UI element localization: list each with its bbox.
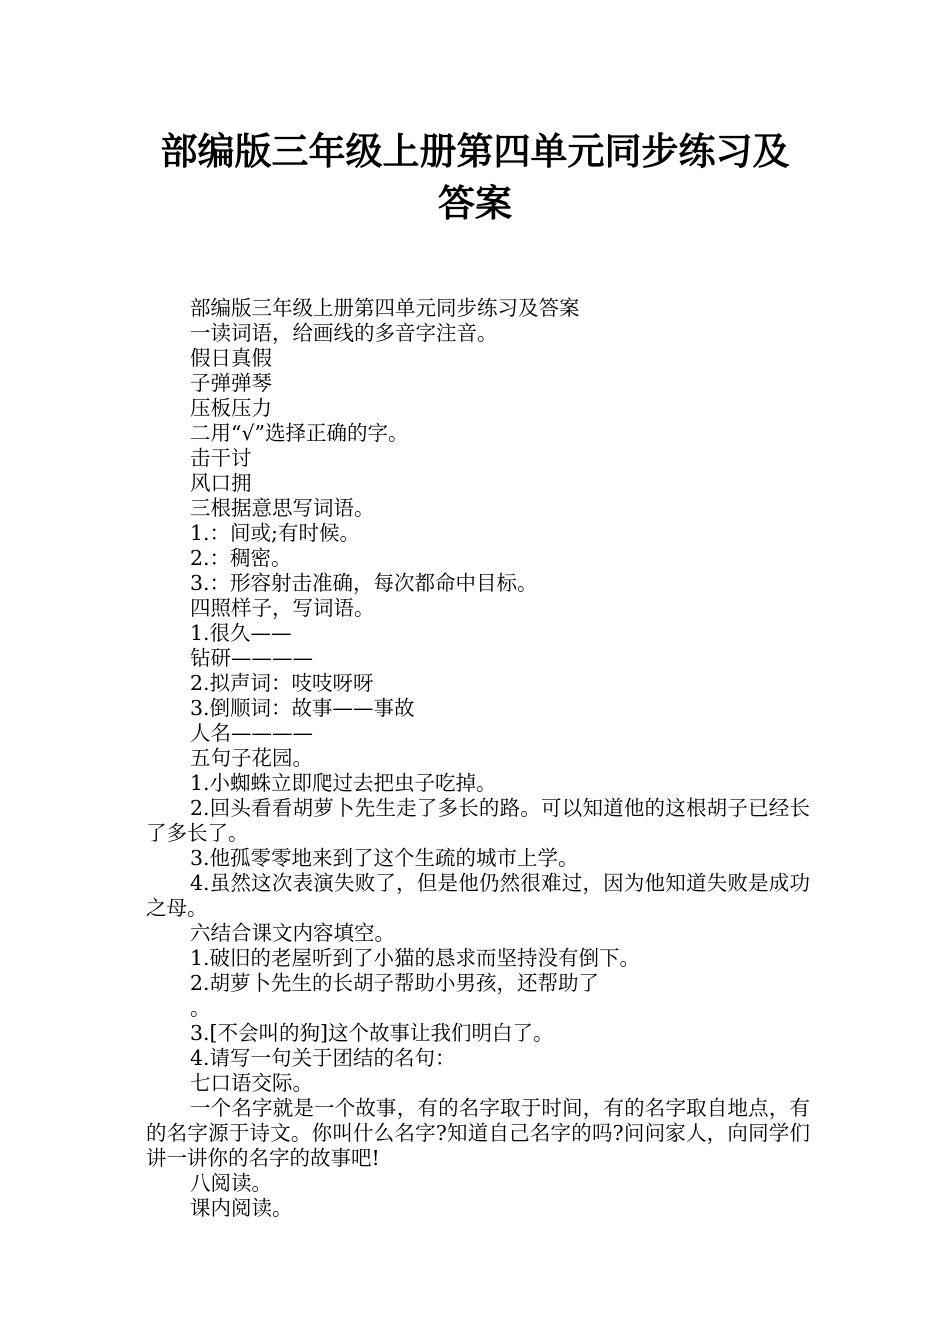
- paragraph: 击干讨: [190, 446, 252, 470]
- paragraph: 一读词语，给画线的多音字注音。: [190, 321, 498, 345]
- paragraph: 五句子花园。: [190, 746, 313, 770]
- paragraph: 3.[不会叫的狗]这个故事让我们明白了。: [190, 1021, 554, 1045]
- paragraph: 课内阅读。: [190, 1196, 293, 1220]
- paragraph: 。: [190, 996, 211, 1020]
- paragraph: 二用“√”选择正确的字。: [190, 421, 409, 445]
- paragraph: 四照样子，写词语。: [190, 596, 375, 620]
- paragraph: 1.小蜘蛛立即爬过去把虫子吃掉。: [190, 771, 497, 795]
- paragraph: 2.回头看看胡萝卜先生走了多长的路。可以知道他的这根胡子已经长了多长了。: [146, 796, 810, 845]
- paragraph: 3.他孤零零地来到了这个生疏的城市上学。: [190, 846, 579, 870]
- paragraph: 2.：稠密。: [190, 546, 292, 570]
- document-title: [100, 126, 850, 230]
- paragraph: 3.：形容射击准确，每次都命中目标。: [190, 571, 538, 595]
- paragraph: 人名————: [190, 721, 313, 745]
- paragraph: 三根据意思写词语。: [190, 496, 375, 520]
- paragraph: 4.虽然这次表演失败了，但是他仍然很难过，因为他知道失败是成功之母。: [146, 871, 810, 920]
- paragraph: 风口拥: [190, 471, 252, 495]
- paragraph: 1.很久——: [190, 621, 292, 645]
- paragraph: 八阅读。: [190, 1171, 272, 1195]
- paragraph: 七口语交际。: [190, 1071, 313, 1095]
- paragraph: 子弹弹琴: [190, 371, 272, 395]
- paragraph: 4.请写一句关于团结的名句：: [190, 1046, 456, 1070]
- paragraph: 钻研————: [190, 646, 313, 670]
- paragraph: 部编版三年级上册第四单元同步练习及答案: [190, 296, 580, 320]
- paragraph: 3.倒顺词：故事——事故: [190, 696, 415, 720]
- paragraph: 1.：间或;有时候。: [190, 521, 360, 545]
- paragraph: 六结合课文内容填空。: [190, 921, 395, 945]
- paragraph: 一个名字就是一个故事，有的名字取于时间，有的名字取自地点，有的名字源于诗文。你叫什么名字?知道自己名字的吗?问问家人，向同学们讲一讲你的名字的故事吧!: [146, 1096, 810, 1170]
- paragraph: 压板压力: [190, 396, 272, 420]
- title-line-2: 答案: [438, 182, 512, 225]
- paragraph: 2.胡萝卜先生的长胡子帮助小男孩，还帮助了: [190, 971, 600, 995]
- paragraph: 假日真假: [190, 346, 272, 370]
- paragraph: 1.破旧的老屋听到了小猫的恳求而坚持没有倒下。: [190, 946, 641, 970]
- title-line-1: 部编版三年级上册第四单元同步练习及: [160, 130, 790, 173]
- document-body: [146, 296, 810, 1221]
- paragraph: 2.拟声词：吱吱呀呀: [190, 671, 374, 695]
